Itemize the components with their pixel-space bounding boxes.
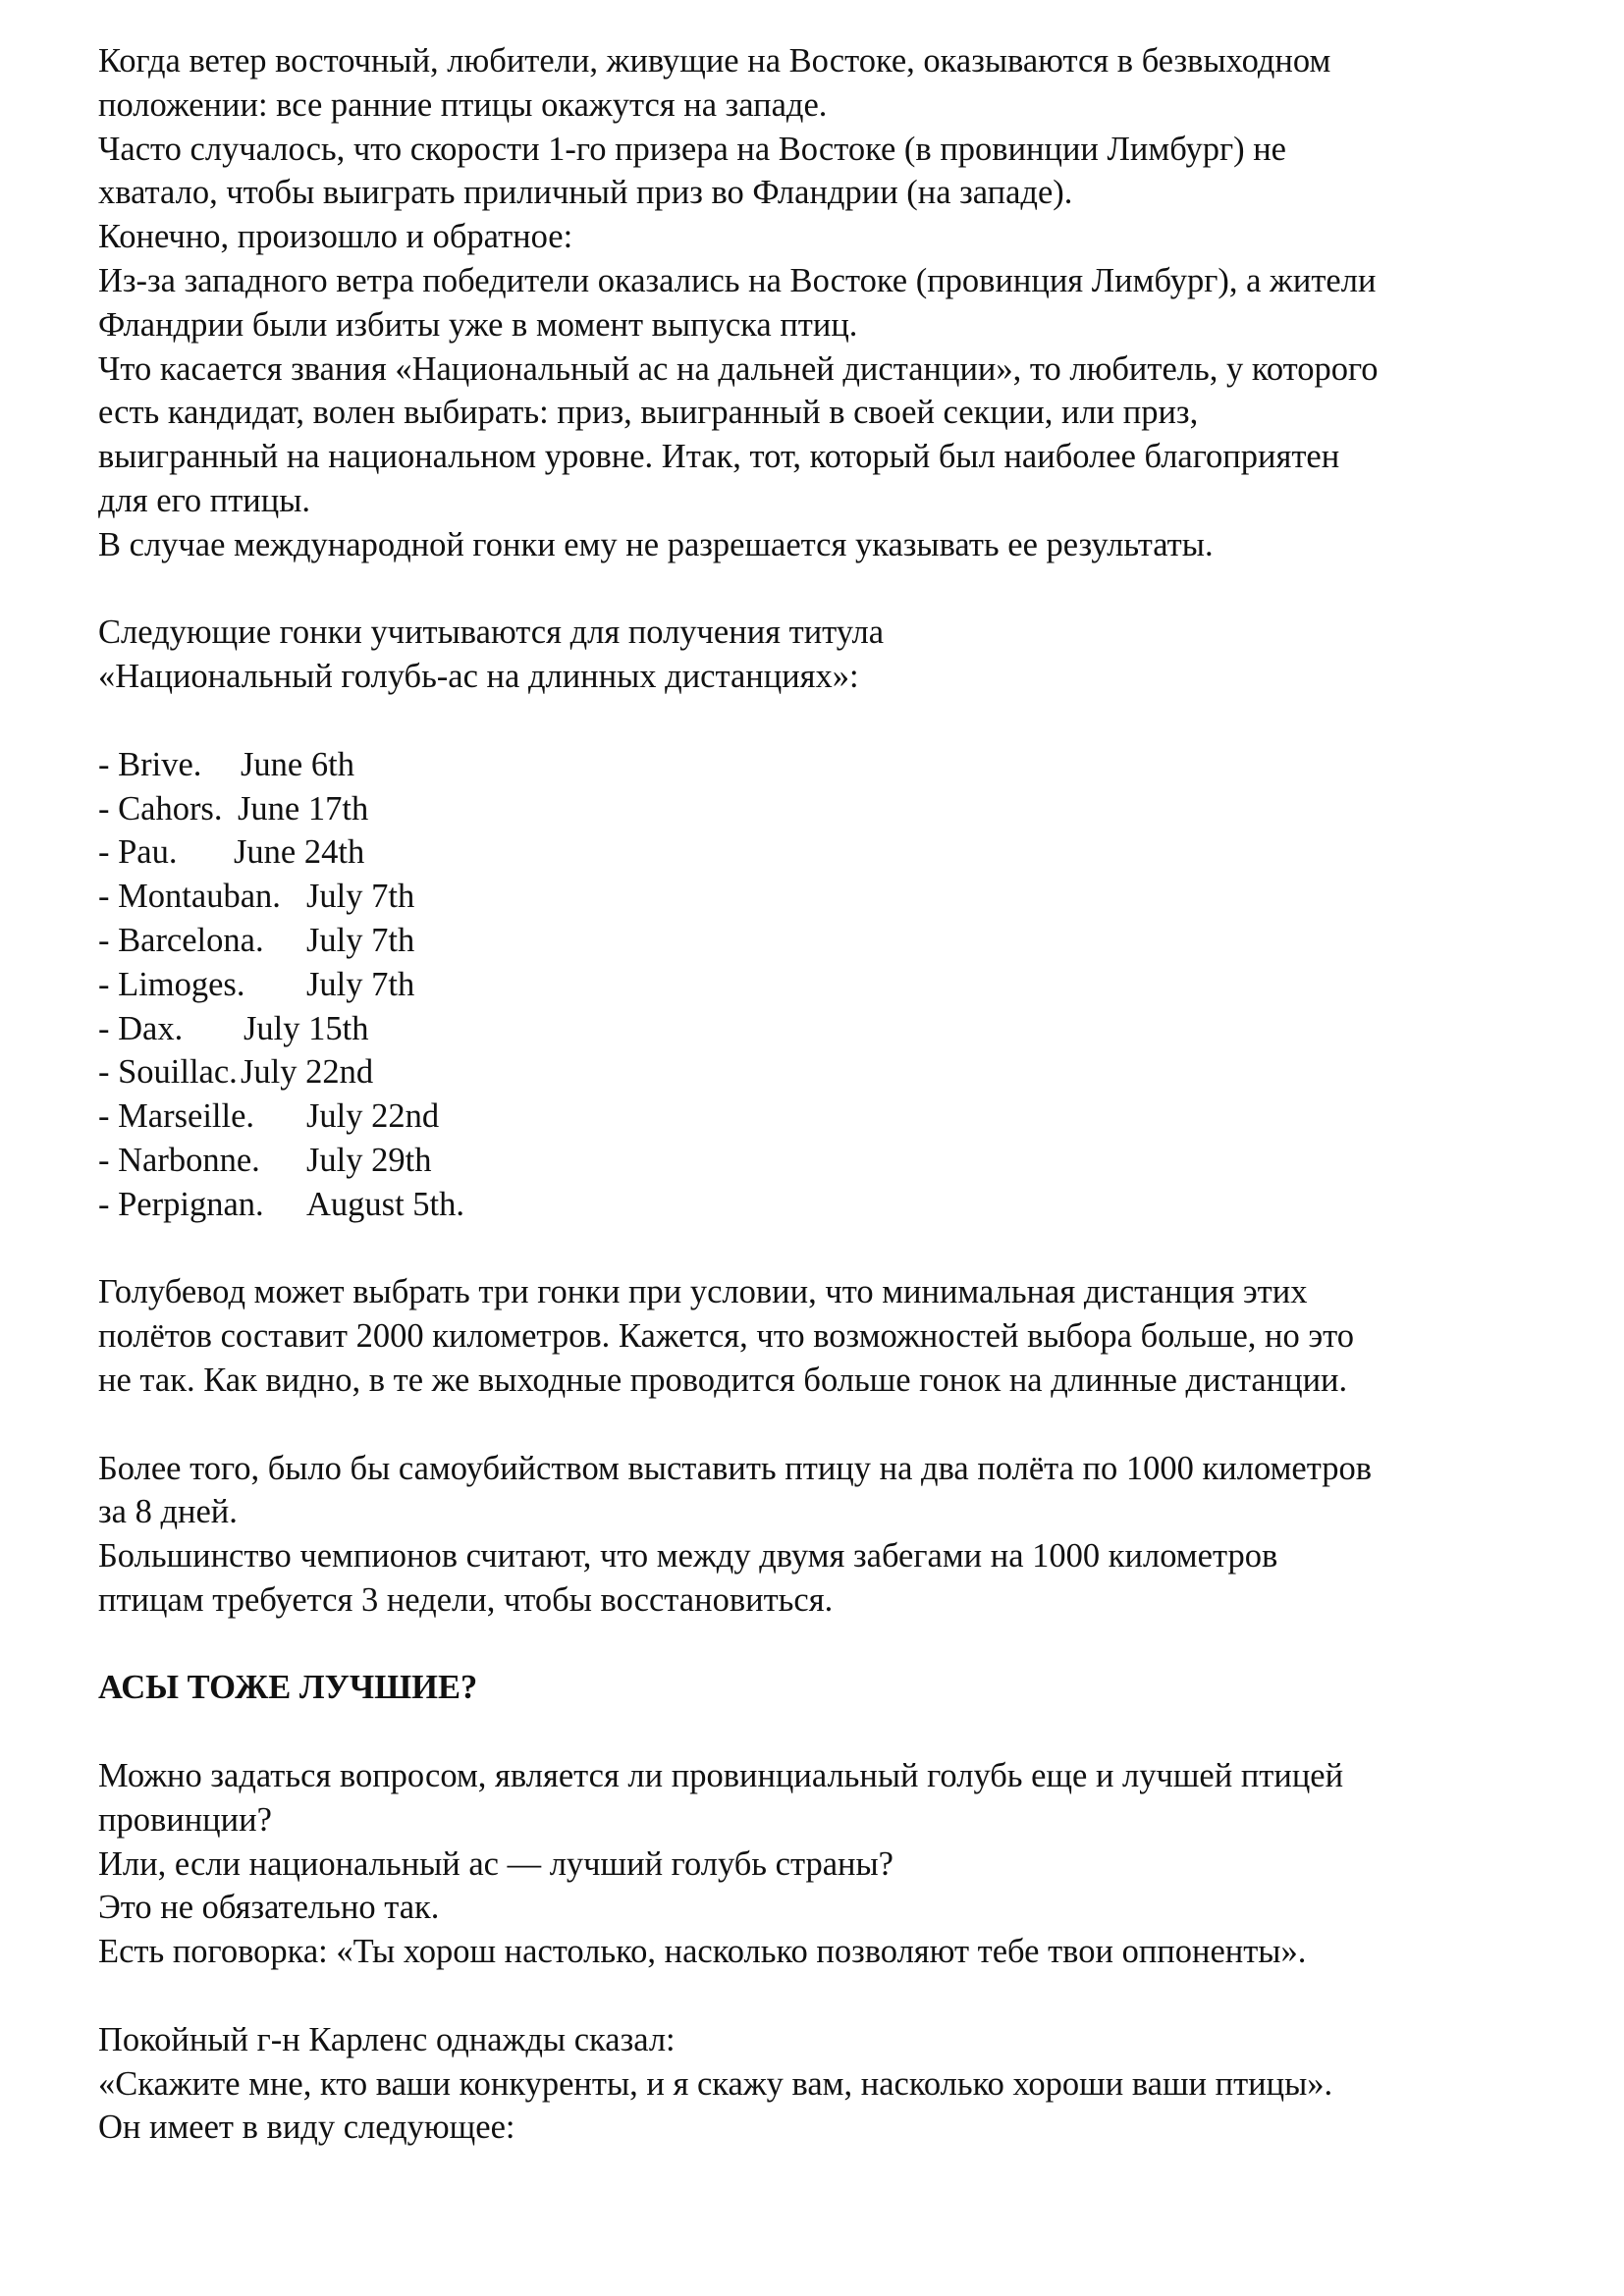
paragraph-question [98,1754,1571,1974]
text-line: Есть поговорка: «Ты хорош настолько, насколько позволяют тебе твои оппоненты». [98,1933,1307,1971]
race-date: July 7th [306,921,415,959]
document-page [98,39,1571,2150]
text-line: Или, если национальный ас — лучший голубь страны? [98,1844,893,1883]
paragraph-spacer [98,699,1571,743]
paragraph-spacer [98,1227,1571,1271]
race-item [98,963,1571,1007]
text-line: Когда ветер восточный, любители, живущие на Востоке, оказываются в безвыходном [98,42,1331,80]
paragraph-east-wind [98,39,1571,567]
text-line: Он имеет в виду следующее: [98,2109,515,2147]
race-date: July 15th [244,1009,369,1047]
race-name: - Perpignan. [98,1185,264,1223]
text-line: Что касается звания «Национальный ас на дальней дистанции», то любитель, у которого [98,349,1379,388]
text-line: Часто случалось, что скорости 1-го призера на Востоке (в провинции Лимбург) не [98,130,1286,168]
race-name: - Limoges. [98,965,245,1003]
text-line: не так. Как видно, в те же выходные проводится больше гонок на длинные дистанции. [98,1361,1348,1399]
text-line: Покойный г-н Карленс однажды сказал: [98,2020,676,2058]
race-name: - Dax. [98,1009,184,1047]
race-item [98,875,1571,919]
race-date: August 5th. [306,1185,465,1223]
text-line: есть кандидат, волен выбирать: приз, выигранный в своей секции, или приз, [98,394,1199,432]
text-line: выигранный на национальном уровне. Итак, тот, который был наиболее благоприятен [98,438,1340,476]
text-line: птицам требуется 3 недели, чтобы восстановиться. [98,1580,834,1619]
race-date: June 24th [234,833,365,872]
race-date: June 6th [241,745,354,783]
race-name: - Marseille. [98,1097,255,1136]
race-name: - Brive. [98,745,202,783]
race-item [98,1139,1571,1183]
text-line: положении: все ранние птицы окажутся на западе. [98,85,828,124]
paragraph-choice [98,1270,1571,1402]
race-name: - Montauban. [98,878,281,916]
race-item [98,1095,1571,1139]
text-line: Более того, было бы самоубийством выставить птицу на два полёта по 1000 километров [98,1449,1373,1487]
race-date: July 29th [306,1141,432,1179]
race-date: July 22nd [306,1097,440,1136]
race-list [98,743,1571,1227]
race-item [98,1007,1571,1051]
race-item [98,1183,1571,1227]
race-date: July 7th [306,878,415,916]
text-line: полётов составит 2000 километров. Кажется, что возможностей выбора больше, но это [98,1317,1355,1356]
section-heading: АСЫ ТОЖЕ ЛУЧШИЕ? [98,1669,478,1707]
race-date: July 22nd [241,1053,374,1092]
race-date: June 17th [238,789,369,828]
text-line: для его птицы. [98,481,311,519]
race-name: - Cahors. [98,789,223,828]
paragraph-spacer [98,1403,1571,1447]
text-line: Фландрии были избиты уже в момент выпуска птиц. [98,305,858,344]
text-line: В случае международной гонки ему не разрешается указывать ее результаты. [98,525,1214,563]
race-item [98,830,1571,875]
race-name: - Souillac. [98,1053,238,1092]
race-date: July 7th [306,965,415,1003]
race-name: - Barcelona. [98,921,264,959]
paragraph-spacer [98,1710,1571,1754]
paragraph-spacer [98,1974,1571,2018]
race-item [98,919,1571,963]
text-line: «Скажите мне, кто ваши конкуренты, и я скажу вам, насколько хороши ваши птицы». [98,2064,1333,2103]
text-line: хватало, чтобы выиграть приличный приз во Фландрии (на западе). [98,174,1073,212]
text-line: Конечно, произошло и обратное: [98,218,573,256]
text-line: провинции? [98,1800,272,1839]
paragraph-recovery [98,1447,1571,1623]
text-line: Это не обязательно так. [98,1889,440,1927]
text-line: «Национальный голубь-ас на длинных дистанциях»: [98,658,859,696]
race-item [98,1050,1571,1095]
paragraph-quote [98,2018,1571,2150]
text-line: Большинство чемпионов считают, что между двумя забегами на 1000 километров [98,1537,1278,1575]
text-line: Следующие гонки учитываются для получения титула [98,614,885,652]
paragraph-spacer [98,1623,1571,1667]
race-item [98,787,1571,831]
race-name: - Pau. [98,833,178,872]
text-line: Можно задаться вопросом, является ли провинциальный голубь еще и лучшей птицей [98,1757,1344,1795]
race-item [98,743,1571,787]
paragraph-races-intro [98,611,1571,699]
text-line: Голубевод может выбрать три гонки при условии, что минимальная дистанция этих [98,1273,1308,1311]
race-name: - Narbonne. [98,1141,260,1179]
paragraph-spacer [98,567,1571,612]
text-line: за 8 дней. [98,1493,238,1531]
text-line: Из-за западного ветра победители оказались на Востоке (провинция Лимбург), а жители [98,261,1377,299]
